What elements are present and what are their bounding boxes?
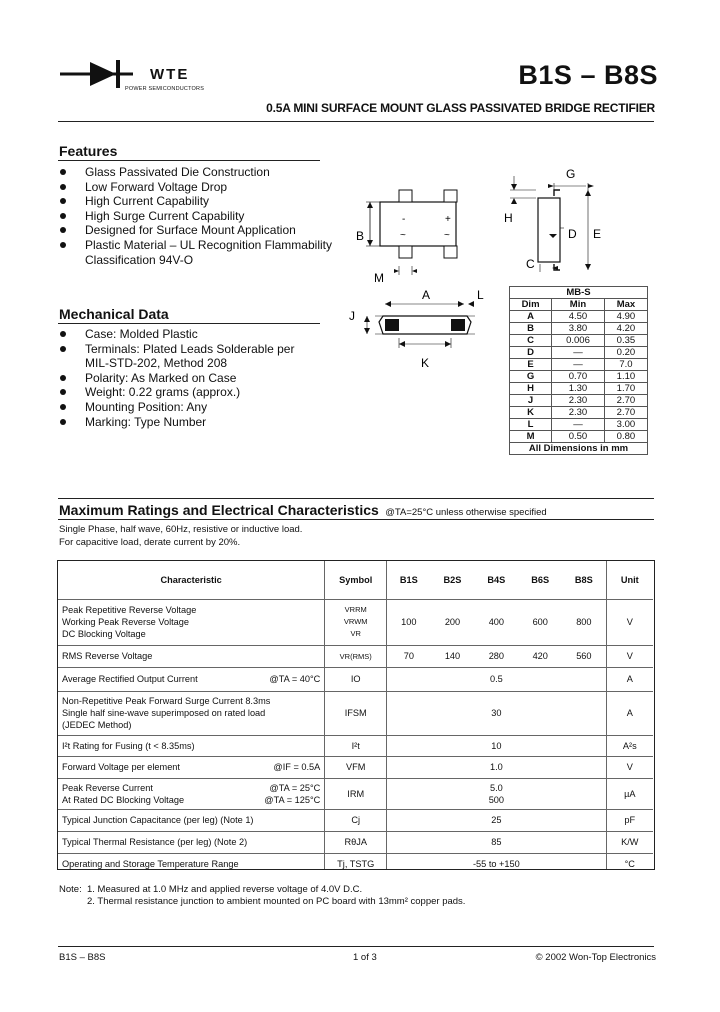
- dim-header-max: Max: [604, 299, 647, 311]
- pin-ac1-label: ~: [400, 230, 406, 241]
- list-item-continuation: MIL-STD-202, Method 208: [85, 356, 228, 371]
- table-row: Forward Voltage per element @IF = 0.5A VFM 1.0 V: [58, 756, 653, 778]
- pin-ac2-label: ~: [444, 230, 450, 241]
- dim-label-H: H: [504, 211, 513, 225]
- page-number: 1 of 3: [353, 952, 377, 963]
- table-header-row: Characteristic Symbol B1S B2S B4S B6S B8S Unit: [58, 561, 653, 599]
- dim-label-J: J: [349, 309, 355, 323]
- note-2: 2. Thermal resistance junction to ambient mounted on PC board with 13mm² copper pads.: [87, 896, 466, 907]
- features-divider: [58, 160, 320, 161]
- list-item: Marking: Type Number: [59, 415, 349, 430]
- dim-label-K: K: [421, 356, 430, 370]
- table-row: Operating and Storage Temperature Range Tj, TSTG -55 to +150 °C: [58, 853, 653, 870]
- ratings-top-divider: [58, 498, 654, 499]
- notes-label: Note:: [59, 884, 82, 895]
- dim-label-L: L: [477, 288, 484, 302]
- table-row: E — 7.0: [510, 359, 648, 371]
- dim-label-C: C: [526, 257, 535, 271]
- table-row: G 0.70 1.10: [510, 371, 648, 383]
- ratings-title-row: [59, 502, 547, 520]
- dim-label-B: B: [356, 229, 365, 243]
- package-top-view-diagram: [352, 180, 482, 290]
- ratings-table: [58, 561, 653, 870]
- pin-plus-label: +: [445, 214, 451, 225]
- list-item: Designed for Surface Mount Application: [59, 223, 349, 238]
- list-item: High Current Capability: [59, 194, 349, 209]
- pin-minus-label: -: [402, 214, 406, 225]
- footer-divider: [58, 946, 654, 947]
- list-item: Low Forward Voltage Drop: [59, 180, 349, 195]
- dim-header-dim: Dim: [510, 299, 552, 311]
- ratings-intro-1: Single Phase, half wave, 60Hz, resistive or inductive load.: [59, 524, 303, 535]
- package-side-view-diagram: [496, 166, 626, 274]
- table-row: J 2.30 2.70: [510, 395, 648, 407]
- features-title: Features: [59, 143, 118, 159]
- mechanical-title: Mechanical Data: [59, 306, 169, 322]
- footer-part-range: B1S – B8S: [59, 952, 106, 963]
- list-item-continuation: Classification 94V-O: [85, 252, 194, 267]
- package-front-view-diagram: [345, 286, 495, 374]
- features-list: [59, 165, 349, 267]
- table-row: RMS Reverse Voltage VR(RMS) 70 140 280 420 560 V: [58, 645, 653, 667]
- table-row: B 3.80 4.20: [510, 323, 648, 335]
- ratings-intro-2: For capacitive load, derate current by 20%.: [59, 537, 241, 548]
- mechanical-list: [59, 327, 349, 429]
- header-divider: [58, 121, 654, 122]
- table-row: Typical Junction Capacitance (per leg) (Note 1) Cj 25 pF: [58, 809, 653, 831]
- table-row: D — 0.20: [510, 347, 648, 359]
- note-1: 1. Measured at 1.0 MHz and applied reverse voltage of 4.0V D.C.: [87, 884, 363, 895]
- dimensions-table: [509, 286, 648, 455]
- dim-label-M: M: [374, 271, 384, 285]
- table-row: A 4.50 4.90: [510, 311, 648, 323]
- list-item: Plastic Material – UL Recognition Flammability: [59, 238, 349, 253]
- list-item: Polarity: As Marked on Case: [59, 371, 349, 386]
- ratings-condition: @TA=25°C unless otherwise specified: [385, 507, 547, 518]
- dim-header-min: Min: [552, 299, 605, 311]
- table-row: Typical Thermal Resistance (per leg) (Note 2) RθJA 85 K/W: [58, 831, 653, 853]
- list-item: Glass Passivated Die Construction: [59, 165, 349, 180]
- table-row: Non-Repetitive Peak Forward Surge Current 8.3ms Single half sine-wave superimposed on rated load (JEDEC Method) IFSM 30 A: [58, 691, 653, 735]
- package-name: MB-S: [510, 287, 648, 299]
- copyright: © 2002 Won-Top Electronics: [535, 952, 656, 963]
- table-row: Peak Reverse Current @TA = 25°C At Rated DC Blocking Voltage @TA = 125°C IRM 5.0 500 µA: [58, 778, 653, 809]
- document-subtitle: 0.5A MINI SURFACE MOUNT GLASS PASSIVATED BRIDGE RECTIFIER: [266, 101, 655, 115]
- dim-label-G: G: [566, 167, 576, 181]
- list-item: Terminals: Plated Leads Solderable per: [59, 342, 349, 357]
- ratings-title: Maximum Ratings and Electrical Characteristics: [59, 502, 379, 518]
- table-row: L — 3.00: [510, 419, 648, 431]
- table-row: Peak Repetitive Reverse Voltage Working Peak Reverse Voltage DC Blocking Voltage VRRM VRWM VR 100 200 400 600 800 V: [58, 599, 653, 645]
- company-name: WTE: [150, 66, 190, 83]
- mechanical-divider: [58, 323, 320, 324]
- dim-label-E: E: [593, 227, 602, 241]
- list-item: Weight: 0.22 grams (approx.): [59, 385, 349, 400]
- table-row: C 0.006 0.35: [510, 335, 648, 347]
- table-row: I²t Rating for Fusing (t < 8.35ms) I²t 10 A²s: [58, 735, 653, 756]
- company-tagline: POWER SEMICONDUCTORS: [125, 86, 205, 92]
- table-row: Average Rectified Output Current @TA = 40°C IO 0.5 A: [58, 667, 653, 691]
- list-item: Mounting Position: Any: [59, 400, 349, 415]
- table-row: H 1.30 1.70: [510, 383, 648, 395]
- table-row: M 0.50 0.80: [510, 431, 648, 443]
- ratings-title-divider: [58, 519, 654, 520]
- list-item: High Surge Current Capability: [59, 209, 349, 224]
- part-range-title: B1S – B8S: [518, 60, 658, 90]
- list-item: Case: Molded Plastic: [59, 327, 349, 342]
- ratings-table-frame: [57, 560, 655, 870]
- dim-label-A: A: [422, 288, 431, 302]
- dimensions-footer: All Dimensions in mm: [510, 443, 648, 455]
- dim-label-D: D: [568, 227, 577, 241]
- table-row: K 2.30 2.70: [510, 407, 648, 419]
